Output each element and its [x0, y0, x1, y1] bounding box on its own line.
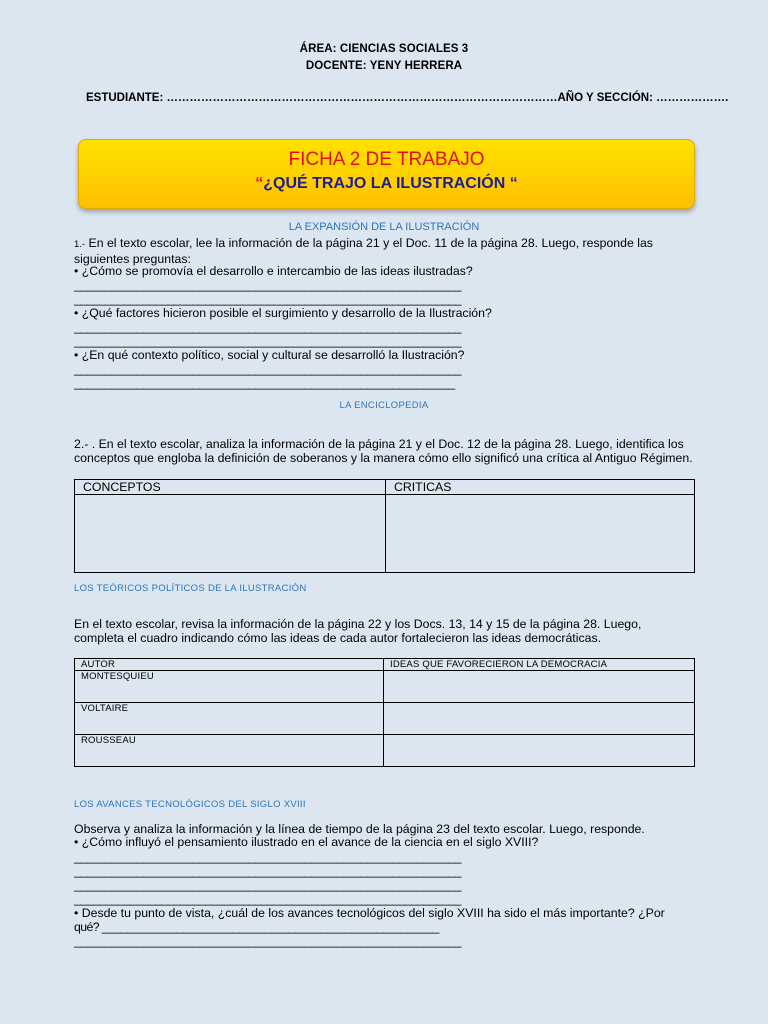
answer-line[interactable]: ______________________________________________________________ [74, 320, 461, 334]
answer-line[interactable]: ______________________________________________________________ [74, 292, 461, 306]
section-title-enciclopedia: LA ENCICLOPEDIA [339, 400, 429, 411]
answer-line[interactable]: ______________________________________________________________ [74, 334, 461, 348]
question-1-bullet-3: • ¿En qué contexto político, social y cultural se desarrolló la Ilustración? [74, 348, 465, 362]
answer-line[interactable]: ______________________________________________________________ [74, 892, 461, 906]
title-banner [78, 139, 695, 209]
ideas-cell[interactable] [384, 735, 695, 767]
worksheet-title: FICHA 2 DE TRABAJO [288, 149, 485, 170]
answer-line[interactable]: ______________________________________________________________ [74, 934, 461, 948]
section-title-expansion: LA EXPANSIÓN DE LA ILUSTRACIÓN [288, 221, 480, 233]
worksheet-subtitle [79, 175, 694, 193]
question-1 [74, 236, 694, 266]
open-quote: “ [255, 175, 264, 192]
teacher-heading: DOCENTE: YENY HERRERA [305, 60, 463, 72]
close-quote: “ [509, 175, 518, 192]
ideas-cell[interactable] [384, 671, 695, 703]
criticas-header: CRITICAS [386, 480, 695, 495]
answer-line[interactable]: ______________________________________________________________ [74, 362, 461, 376]
concepts-cell[interactable] [75, 495, 386, 573]
area-heading: ÁREA: CIENCIAS SOCIALES 3 [299, 43, 469, 55]
criticas-cell[interactable] [386, 495, 695, 573]
section-4-instructions: Observa y analiza la información y la línea de tiempo de la página 23 del texto escolar. Luego, responde. [74, 822, 645, 836]
question-4-bullet-2-end [74, 920, 439, 934]
author-rousseau: ROUSSEAU [75, 735, 384, 767]
author-header: AUTOR [75, 659, 384, 671]
question-1-bullet-2: • ¿Qué factores hicieron posible el surgimiento y desarrollo de la Ilustración? [74, 306, 492, 320]
section-title-avances: LOS AVANCES TECNOLÓGICOS DEL SIGLO XVIII [74, 799, 306, 810]
answer-line[interactable]: ______________________________________________________________ [74, 278, 461, 292]
answer-line[interactable]: ______________________________________________________________ [74, 878, 461, 892]
concepts-table [74, 479, 695, 573]
answer-line[interactable]: ______________________________________________________________ [74, 850, 461, 864]
ideas-header: IDEAS QUE FAVORECIERON LA DEMOCRACIA [384, 659, 695, 671]
question-2-text: 2.- . En el texto escolar, analiza la información de la página 21 y el Doc. 12 de la página 28. Luego, identifica los conceptos que engloba la definición de soberanos y la manera cómo ello significó una crítica al Antiguo Régimen. [74, 437, 693, 465]
question-4-bullet-2: • Desde tu punto de vista, ¿cuál de los avances tecnológicos del siglo XVIII ha sido el más importante? ¿Por [74, 906, 665, 920]
author-montesquieu: MONTESQUIEU [75, 671, 384, 703]
section-3-instructions: En el texto escolar, revisa la información de la página 22 y los Docs. 13, 14 y 15 de la página 28. Luego, completa el cuadro indicando cómo las ideas de cada autor fortalecieron las ideas democráticas. [74, 617, 642, 645]
authors-table [74, 658, 695, 767]
answer-line[interactable]: ______________________________________________________ [101, 920, 439, 934]
question-1-number: 1.- [74, 239, 86, 250]
answer-line[interactable]: _____________________________________________________________ [74, 376, 455, 390]
answer-line[interactable]: ______________________________________________________________ [74, 864, 461, 878]
question-1-text: En el texto escolar, lee la información de la página 21 y el Doc. 11 de la página 28. Luego, responde las siguientes preguntas: [74, 236, 653, 266]
subtitle-text: ¿QUÉ TRAJO LA ILUSTRACIÓN [263, 175, 510, 192]
author-voltaire: VOLTAIRE [75, 703, 384, 735]
question-4-bullet-1: • ¿Cómo influyó el pensamiento ilustrado en el avance de la ciencia en el siglo XVIII? [74, 835, 539, 849]
question-1-bullet-1: • ¿Cómo se promovía el desarrollo e intercambio de las ideas ilustradas? [74, 264, 473, 278]
concepts-header: CONCEPTOS [75, 480, 386, 495]
ideas-cell[interactable] [384, 703, 695, 735]
section-title-teoricos: LOS TEÓRICOS POLÍTICOS DE LA ILUSTRACIÓN [74, 583, 307, 594]
student-field[interactable]: ESTUDIANTE: …………………………………………………………………………………………AÑO Y SECCIÓN: ………………. [86, 92, 729, 104]
por-que-text: qué? [74, 920, 102, 934]
